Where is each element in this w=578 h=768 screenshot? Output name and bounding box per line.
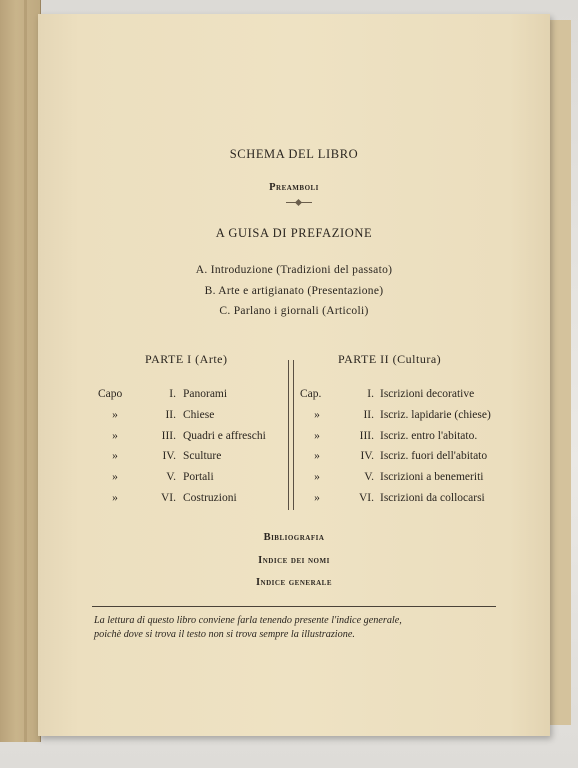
row-text: Iscrizioni a benemeriti (380, 471, 484, 484)
row-number: VI. (358, 491, 374, 504)
parte2-heading: PARTE II (Cultura) (338, 352, 442, 366)
row-number: I. (169, 388, 176, 400)
row-text: Iscriz. lapidarie (chiese) (380, 408, 491, 421)
row-number: VI. (160, 491, 176, 504)
row-prefix: » (112, 471, 118, 484)
row-text: Iscriz. entro l'abitato. (380, 429, 478, 442)
row-prefix: » (314, 491, 320, 504)
row-text: Iscrizioni decorative (380, 388, 475, 400)
row-prefix: » (314, 450, 320, 463)
row-number: IV. (162, 450, 176, 463)
row-number: V. (166, 471, 176, 484)
row-prefix: Capo (98, 388, 123, 400)
book-spine (24, 0, 27, 742)
prefazione-item-a: A. Introduzione (Tradizioni del passato) (195, 264, 393, 276)
row-text: Quadri e affreschi (183, 429, 266, 442)
book-cover-left (0, 0, 41, 742)
prefazione-item-c: C. Parlano i giornali (Articoli) (219, 305, 369, 317)
prefazione-heading: A GUISA DI PREFAZIONE (215, 226, 373, 240)
row-number: III. (161, 429, 176, 442)
indice-nomi-heading: Indice dei nomi (258, 555, 330, 566)
indice-generale-heading: Indice generale (255, 577, 333, 588)
row-prefix: » (112, 491, 118, 504)
row-text: Costruzioni (183, 491, 237, 504)
row-number: II. (165, 408, 176, 421)
parte1-heading: PARTE I (Arte) (145, 352, 228, 366)
footnote-rule (92, 606, 496, 607)
row-number: III. (359, 429, 374, 442)
row-text: Iscrizioni da collocarsi (380, 491, 485, 504)
row-number: II. (363, 408, 374, 421)
row-prefix: » (314, 408, 320, 421)
row-prefix: » (314, 429, 320, 442)
prefazione-list (38, 260, 550, 322)
row-prefix: Cap. (300, 388, 322, 400)
row-prefix: » (314, 471, 320, 484)
row-prefix: » (112, 408, 118, 421)
reading-note-line: La lettura di questo libro conviene farla tenendo presente l'indice generale, (94, 615, 402, 626)
row-text: Portali (183, 471, 214, 484)
row-prefix: » (112, 429, 118, 442)
book-page (38, 14, 550, 736)
column-divider (288, 360, 294, 510)
preamboli-heading: Preamboli (269, 182, 319, 193)
row-prefix: » (112, 450, 118, 463)
prefazione-item-b: B. Arte e artigianato (Presentazione) (204, 284, 384, 297)
row-number: V. (364, 471, 374, 484)
row-number: IV. (360, 450, 374, 463)
row-text: Iscriz. fuori dell'abitato (380, 450, 488, 463)
reading-note-line: poichè dove si trova il testo non si trova sempre la illustrazione. (94, 629, 355, 640)
row-text: Sculture (183, 450, 222, 463)
row-number: I. (367, 388, 374, 400)
bibliografia-heading: Bibliografia (263, 532, 325, 543)
reading-note (94, 614, 514, 642)
row-text: Panorami (183, 388, 228, 400)
ornament-divider (286, 200, 312, 206)
page-title: SCHEMA DEL LIBRO (229, 147, 359, 161)
row-text: Chiese (183, 408, 215, 421)
